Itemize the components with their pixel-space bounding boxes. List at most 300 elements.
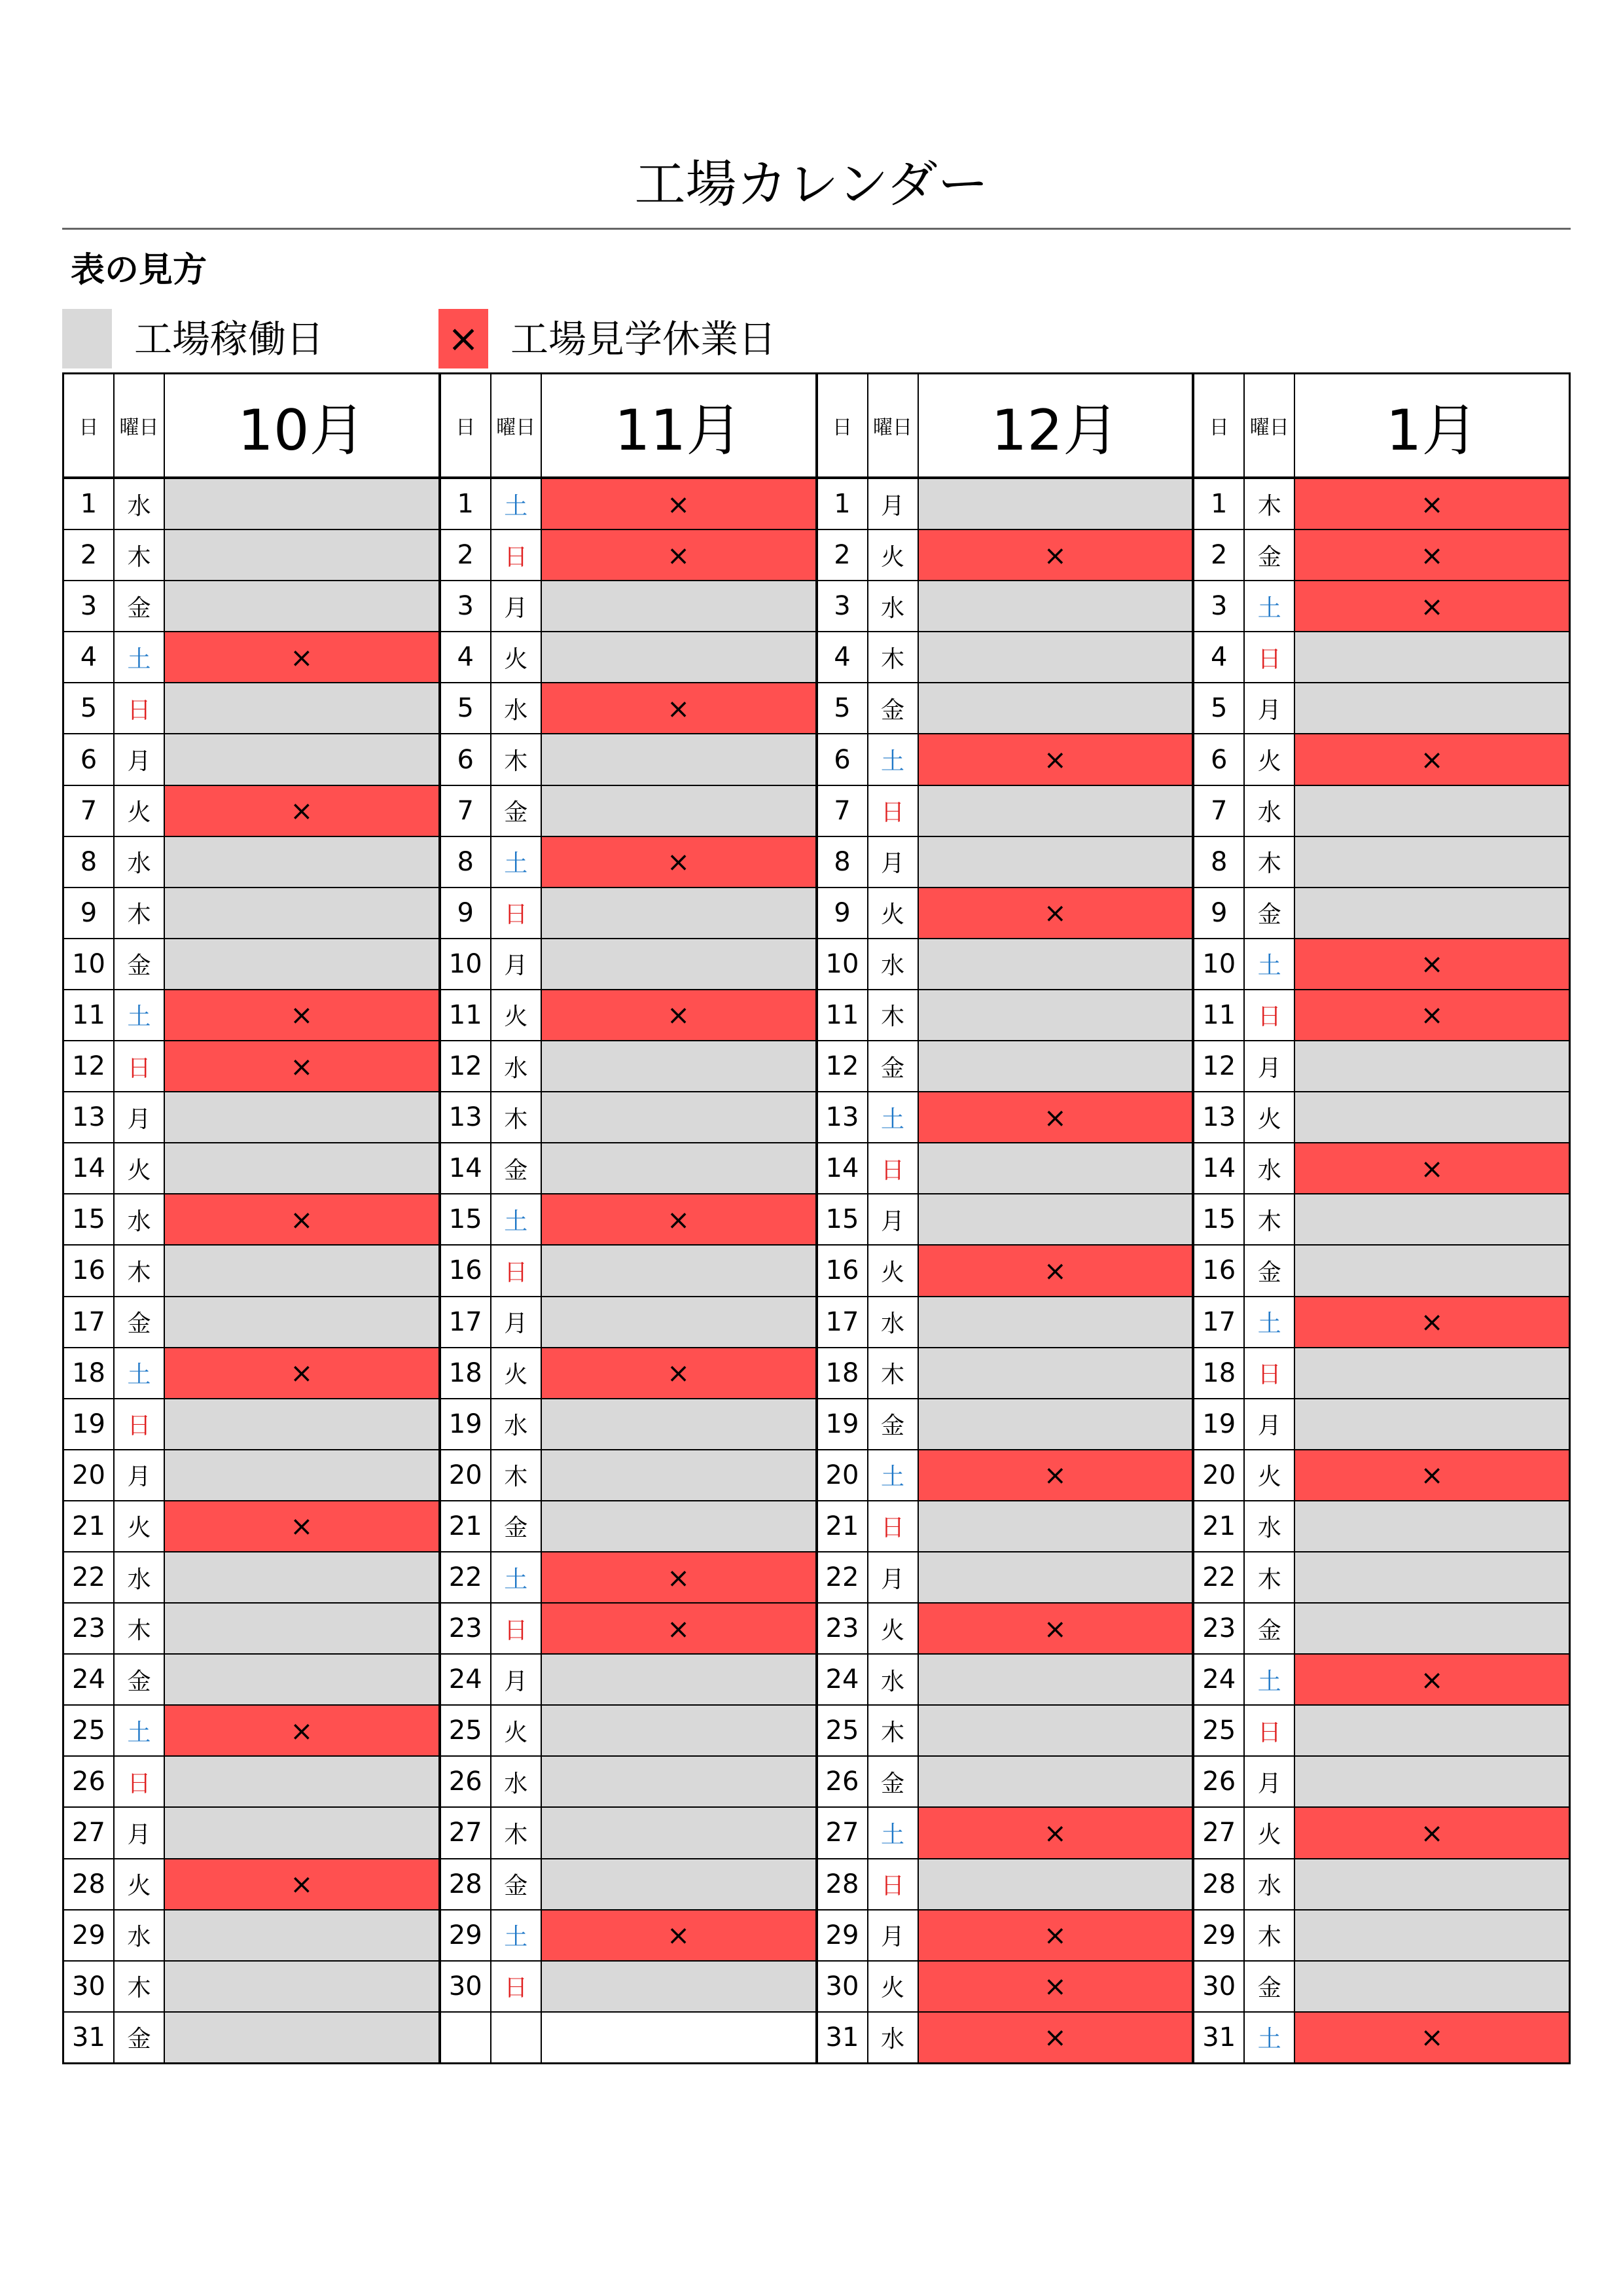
calendar-row [818, 1143, 1192, 1194]
work-day-cell [542, 1246, 815, 1295]
work-day-cell [542, 786, 815, 836]
weekday-cell: 金 [1245, 1604, 1295, 1653]
weekday-cell: 日 [1245, 1706, 1295, 1755]
closed-day-cell: × [165, 1348, 438, 1398]
work-day-cell [1295, 1399, 1569, 1449]
day-number: 19 [64, 1399, 115, 1449]
calendar-row [818, 1348, 1192, 1399]
weekday-cell: 木 [1245, 1910, 1295, 1960]
weekday-cell: 火 [115, 1501, 165, 1551]
day-number: 3 [1194, 581, 1245, 631]
day-number: 14 [64, 1143, 115, 1193]
weekday-cell: 火 [868, 1604, 919, 1653]
work-day-cell [1295, 1757, 1569, 1806]
work-day-cell [542, 1706, 815, 1755]
day-number: 2 [818, 530, 868, 580]
work-day-cell [165, 1910, 438, 1960]
weekday-cell: 水 [1245, 1501, 1295, 1551]
calendar-row [441, 1246, 815, 1297]
weekday-cell: 月 [1245, 683, 1295, 733]
calendar-row [441, 1655, 815, 1706]
weekday-cell: 火 [1245, 1092, 1295, 1142]
weekday-cell: 木 [1245, 837, 1295, 887]
calendar-row [818, 990, 1192, 1041]
day-number: 31 [1194, 2013, 1245, 2062]
day-number: 5 [441, 683, 491, 733]
closed-day-cell: × [919, 530, 1192, 580]
calendar-row [64, 837, 438, 888]
day-number: 2 [1194, 530, 1245, 580]
calendar-row [64, 2013, 438, 2062]
closed-day-cell: × [542, 1910, 815, 1960]
calendar-row [1194, 1297, 1569, 1348]
work-day-cell [1295, 1041, 1569, 1091]
calendar-row [818, 1706, 1192, 1757]
weekday-cell: 木 [491, 1808, 542, 1857]
calendar-row [818, 1910, 1192, 1962]
work-day-cell [919, 683, 1192, 733]
work-day-cell [165, 1297, 438, 1347]
calendar-row [64, 1859, 438, 1910]
closed-day-cell: × [919, 1910, 1192, 1960]
work-day-cell [542, 1962, 815, 2011]
weekday-cell: 土 [868, 1092, 919, 1142]
weekday-cell: 火 [1245, 1450, 1295, 1500]
calendar-row [64, 1757, 438, 1808]
weekday-cell: 金 [115, 581, 165, 631]
work-day-cell [1295, 786, 1569, 836]
day-number: 5 [818, 683, 868, 733]
calendar-row [818, 1041, 1192, 1092]
closed-day-cell: × [919, 1604, 1192, 1653]
day-number: 10 [1194, 939, 1245, 989]
work-day-cell [1295, 1859, 1569, 1909]
calendar-row [818, 888, 1192, 939]
calendar-row [64, 581, 438, 632]
calendar-row [1194, 1194, 1569, 1246]
weekday-cell: 水 [1245, 786, 1295, 836]
weekday-cell: 日 [1245, 990, 1295, 1040]
work-day-cell [542, 1859, 815, 1909]
calendar-row [441, 683, 815, 734]
work-day-cell [165, 479, 438, 529]
calendar-row [64, 683, 438, 734]
day-number: 2 [64, 530, 115, 580]
work-day-cell [165, 888, 438, 938]
weekday-cell: 金 [491, 1501, 542, 1551]
closed-day-cell: × [1295, 2013, 1569, 2062]
work-day-cell [165, 837, 438, 887]
closed-day-cell: × [542, 683, 815, 733]
closed-day-cell: × [165, 632, 438, 682]
weekday-cell: 月 [491, 1655, 542, 1704]
work-day-cell [919, 1041, 1192, 1091]
day-number: 7 [441, 786, 491, 836]
day-number: 6 [441, 734, 491, 784]
calendar-row [1194, 1706, 1569, 1757]
calendar-row [441, 1552, 815, 1604]
empty-cell [542, 2013, 815, 2062]
day-number: 3 [441, 581, 491, 631]
calendar-row [441, 1450, 815, 1501]
day-number: 13 [441, 1092, 491, 1142]
work-day-cell [165, 1962, 438, 2011]
weekday-cell: 金 [1245, 1246, 1295, 1295]
weekday-cell: 土 [868, 734, 919, 784]
weekday-cell: 土 [1245, 581, 1295, 631]
weekday-cell: 火 [491, 1706, 542, 1755]
calendar-row [64, 1808, 438, 1859]
closed-day-cell: × [542, 1348, 815, 1398]
day-number: 14 [441, 1143, 491, 1193]
day-number: 31 [818, 2013, 868, 2062]
day-number: 27 [64, 1808, 115, 1857]
calendar-row [64, 1399, 438, 1450]
weekday-cell: 日 [491, 888, 542, 938]
month-label: 1月 [1385, 398, 1478, 463]
day-number: 10 [818, 939, 868, 989]
calendar-row [818, 1757, 1192, 1808]
calendar-row [441, 1041, 815, 1092]
weekday-cell: 火 [868, 888, 919, 938]
calendar-row [818, 939, 1192, 990]
calendar-row [1194, 1655, 1569, 1706]
day-number: 20 [64, 1450, 115, 1500]
month-label: 12月 [991, 398, 1120, 463]
calendar-row [441, 1143, 815, 1194]
day-number: 29 [64, 1910, 115, 1960]
calendar-row [441, 1808, 815, 1859]
work-day-cell [165, 1092, 438, 1142]
calendar-row [1194, 1808, 1569, 1859]
day-number: 25 [441, 1706, 491, 1755]
day-number: 17 [818, 1297, 868, 1347]
closed-day-cell: × [919, 1450, 1192, 1500]
weekday-cell: 水 [115, 1910, 165, 1960]
day-number: 24 [64, 1655, 115, 1704]
day-number: 11 [441, 990, 491, 1040]
calendar-row [818, 1297, 1192, 1348]
weekday-cell: 金 [115, 939, 165, 989]
day-number: 11 [1194, 990, 1245, 1040]
day-number: 28 [818, 1859, 868, 1909]
day-number: 26 [1194, 1757, 1245, 1806]
calendar-row [1194, 837, 1569, 888]
work-day-cell [165, 1552, 438, 1602]
weekday-cell: 火 [1245, 734, 1295, 784]
weekday-column-header: 曜日 [868, 374, 919, 476]
calendar-row [64, 1143, 438, 1194]
calendar-row [818, 734, 1192, 785]
calendar-row [441, 1297, 815, 1348]
calendar-row [64, 1041, 438, 1092]
day-number: 16 [818, 1246, 868, 1295]
weekday-cell: 水 [868, 939, 919, 989]
work-day-cell [165, 1399, 438, 1449]
work-day-cell [919, 1399, 1192, 1449]
day-number: 30 [64, 1962, 115, 2011]
calendar-row [1194, 1910, 1569, 1962]
weekday-cell: 金 [1245, 530, 1295, 580]
work-day-cell [165, 1604, 438, 1653]
closed-day-cell: × [919, 1246, 1192, 1295]
calendar-row [64, 1910, 438, 1962]
work-day-cell [542, 888, 815, 938]
calendar-row [1194, 1757, 1569, 1808]
calendar-row [818, 2013, 1192, 2062]
calendar-row [441, 1194, 815, 1246]
legend-closed-swatch: × [438, 309, 488, 368]
legend-work-label: 工場稼働日 [134, 317, 325, 361]
work-day-cell [1295, 1552, 1569, 1602]
weekday-cell: 土 [868, 1808, 919, 1857]
calendar-row [64, 888, 438, 939]
day-number: 18 [64, 1348, 115, 1398]
weekday-cell: 月 [1245, 1399, 1295, 1449]
closed-day-cell: × [1295, 990, 1569, 1040]
work-day-cell [542, 1655, 815, 1704]
calendar-row [1194, 479, 1569, 530]
weekday-column-header: 曜日 [491, 374, 542, 476]
calendar-row [441, 1757, 815, 1808]
weekday-cell: 火 [868, 1246, 919, 1295]
calendar-row [64, 1655, 438, 1706]
day-number: 20 [818, 1450, 868, 1500]
calendar-row [1194, 1962, 1569, 2013]
work-day-cell [919, 1348, 1192, 1398]
day-number: 30 [818, 1962, 868, 2011]
day-number: 31 [64, 2013, 115, 2062]
weekday-cell: 木 [1245, 479, 1295, 529]
work-day-cell [165, 1655, 438, 1704]
weekday-cell: 金 [115, 1297, 165, 1347]
closed-day-cell: × [919, 2013, 1192, 2062]
work-day-cell [165, 683, 438, 733]
day-number: 28 [64, 1859, 115, 1909]
calendar-row [64, 1092, 438, 1143]
day-number: 14 [818, 1143, 868, 1193]
weekday-cell: 月 [115, 1808, 165, 1857]
month-column [1194, 374, 1569, 2062]
day-number: 30 [1194, 1962, 1245, 2011]
closed-day-cell: × [165, 1501, 438, 1551]
calendar-row [1194, 632, 1569, 683]
calendar-row [64, 1604, 438, 1655]
day-number: 30 [441, 1962, 491, 2011]
day-number: 27 [818, 1808, 868, 1857]
weekday-cell: 木 [868, 990, 919, 1040]
day-number: 26 [441, 1757, 491, 1806]
weekday-cell: 火 [491, 1348, 542, 1398]
work-day-cell [542, 1450, 815, 1500]
closed-day-cell: × [919, 1092, 1192, 1142]
work-day-cell [919, 581, 1192, 631]
weekday-cell: 土 [1245, 939, 1295, 989]
weekday-cell: 月 [868, 1910, 919, 1960]
calendar-row [818, 1501, 1192, 1552]
day-number: 4 [818, 632, 868, 682]
work-day-cell [1295, 1194, 1569, 1244]
day-number: 15 [64, 1194, 115, 1244]
weekday-cell: 木 [868, 1706, 919, 1755]
work-day-cell [165, 581, 438, 631]
day-number: 7 [64, 786, 115, 836]
weekday-cell: 水 [1245, 1143, 1295, 1193]
calendar-row [818, 1808, 1192, 1859]
closed-day-cell: × [542, 1552, 815, 1602]
work-day-cell [165, 530, 438, 580]
day-number: 7 [818, 786, 868, 836]
day-number: 21 [64, 1501, 115, 1551]
calendar-row [1194, 1859, 1569, 1910]
day-number: 5 [1194, 683, 1245, 733]
calendar-row [441, 1604, 815, 1655]
calendar-row [441, 888, 815, 939]
weekday-cell: 土 [1245, 1655, 1295, 1704]
closed-day-cell: × [165, 1194, 438, 1244]
calendar-row [64, 530, 438, 581]
weekday-cell: 水 [491, 1757, 542, 1806]
weekday-cell: 火 [115, 1143, 165, 1193]
weekday-cell: 木 [491, 1450, 542, 1500]
weekday-cell: 木 [115, 530, 165, 580]
closed-day-cell: × [165, 1041, 438, 1091]
calendar-row [441, 1501, 815, 1552]
calendar-row [818, 1450, 1192, 1501]
weekday-cell: 土 [115, 1348, 165, 1398]
calendar-row [441, 581, 815, 632]
weekday-cell: 日 [491, 1246, 542, 1295]
month-header [1194, 374, 1569, 479]
weekday-cell: 月 [868, 1552, 919, 1602]
closed-day-cell: × [165, 990, 438, 1040]
day-number: 9 [441, 888, 491, 938]
closed-day-cell: × [1295, 530, 1569, 580]
calendar-row [818, 530, 1192, 581]
calendar-row [818, 1552, 1192, 1604]
day-number: 2 [441, 530, 491, 580]
weekday-cell: 月 [115, 1092, 165, 1142]
month-header [64, 374, 438, 479]
calendar-row [441, 1092, 815, 1143]
calendar-row [818, 1655, 1192, 1706]
calendar-row [441, 632, 815, 683]
day-number: 6 [818, 734, 868, 784]
weekday-cell: 土 [491, 1910, 542, 1960]
calendar-row [1194, 2013, 1569, 2062]
calendar-row [818, 683, 1192, 734]
weekday-cell: 土 [1245, 2013, 1295, 2062]
weekday-cell: 木 [115, 1246, 165, 1295]
weekday-cell: 水 [491, 1399, 542, 1449]
calendar-row [441, 1348, 815, 1399]
day-number: 17 [64, 1297, 115, 1347]
weekday-column-header: 曜日 [115, 374, 165, 476]
day-number: 3 [818, 581, 868, 631]
weekday-cell: 木 [115, 1604, 165, 1653]
day-number: 22 [818, 1552, 868, 1602]
work-day-cell [919, 1552, 1192, 1602]
legend-closed-label: 工場見学休業日 [510, 317, 777, 361]
closed-day-cell: × [1295, 581, 1569, 631]
weekday-cell: 水 [868, 1297, 919, 1347]
day-number: 27 [1194, 1808, 1245, 1857]
weekday-cell: 金 [491, 786, 542, 836]
work-day-cell [919, 1194, 1192, 1244]
weekday-cell: 金 [868, 1757, 919, 1806]
calendar-row [818, 1194, 1192, 1246]
weekday-cell: 水 [491, 683, 542, 733]
work-day-cell [542, 1757, 815, 1806]
closed-day-cell: × [1295, 734, 1569, 784]
work-day-cell [919, 1297, 1192, 1347]
work-day-cell [542, 1297, 815, 1347]
work-day-cell [542, 632, 815, 682]
work-day-cell [542, 939, 815, 989]
calendar-row [1194, 1246, 1569, 1297]
weekday-cell: 土 [491, 479, 542, 529]
day-number: 1 [441, 479, 491, 529]
calendar-row [64, 479, 438, 530]
weekday-cell: 金 [868, 1041, 919, 1091]
work-day-cell [542, 1143, 815, 1193]
calendar-row [441, 939, 815, 990]
weekday-cell: 土 [491, 837, 542, 887]
closed-day-cell: × [165, 786, 438, 836]
work-day-cell [1295, 683, 1569, 733]
closed-day-cell: × [919, 1808, 1192, 1857]
calendar-row [818, 1859, 1192, 1910]
work-day-cell [1295, 1604, 1569, 1653]
day-number: 1 [1194, 479, 1245, 529]
day-column-header: 日 [1194, 374, 1245, 476]
day-number: 8 [441, 837, 491, 887]
calendar-row [1194, 1450, 1569, 1501]
closed-day-cell: × [542, 1194, 815, 1244]
closed-day-cell: × [165, 1706, 438, 1755]
work-day-cell [919, 1655, 1192, 1704]
calendar-row [441, 1910, 815, 1962]
day-number: 13 [64, 1092, 115, 1142]
closed-day-cell: × [542, 990, 815, 1040]
weekday-cell: 月 [1245, 1757, 1295, 1806]
work-day-cell [1295, 1092, 1569, 1142]
calendar-row [64, 939, 438, 990]
work-day-cell [542, 1808, 815, 1857]
weekday-cell: 木 [1245, 1552, 1295, 1602]
day-number: 15 [1194, 1194, 1245, 1244]
day-number: 8 [1194, 837, 1245, 887]
weekday-cell: 月 [491, 939, 542, 989]
title-divider [62, 228, 1571, 230]
day-number: 16 [64, 1246, 115, 1295]
work-day-cell [1295, 837, 1569, 887]
calendar-row [818, 1962, 1192, 2013]
day-column-header: 日 [64, 374, 115, 476]
calendar-row [64, 990, 438, 1041]
closed-day-cell: × [542, 530, 815, 580]
day-number: 18 [441, 1348, 491, 1398]
closed-day-cell: × [1295, 939, 1569, 989]
weekday-cell: 日 [491, 1604, 542, 1653]
day-number: 12 [1194, 1041, 1245, 1091]
weekday-cell: 土 [115, 632, 165, 682]
calendar-row [64, 734, 438, 785]
day-number: 5 [64, 683, 115, 733]
weekday-cell: 木 [115, 1962, 165, 2011]
day-number: 6 [64, 734, 115, 784]
month-column [818, 374, 1195, 2062]
